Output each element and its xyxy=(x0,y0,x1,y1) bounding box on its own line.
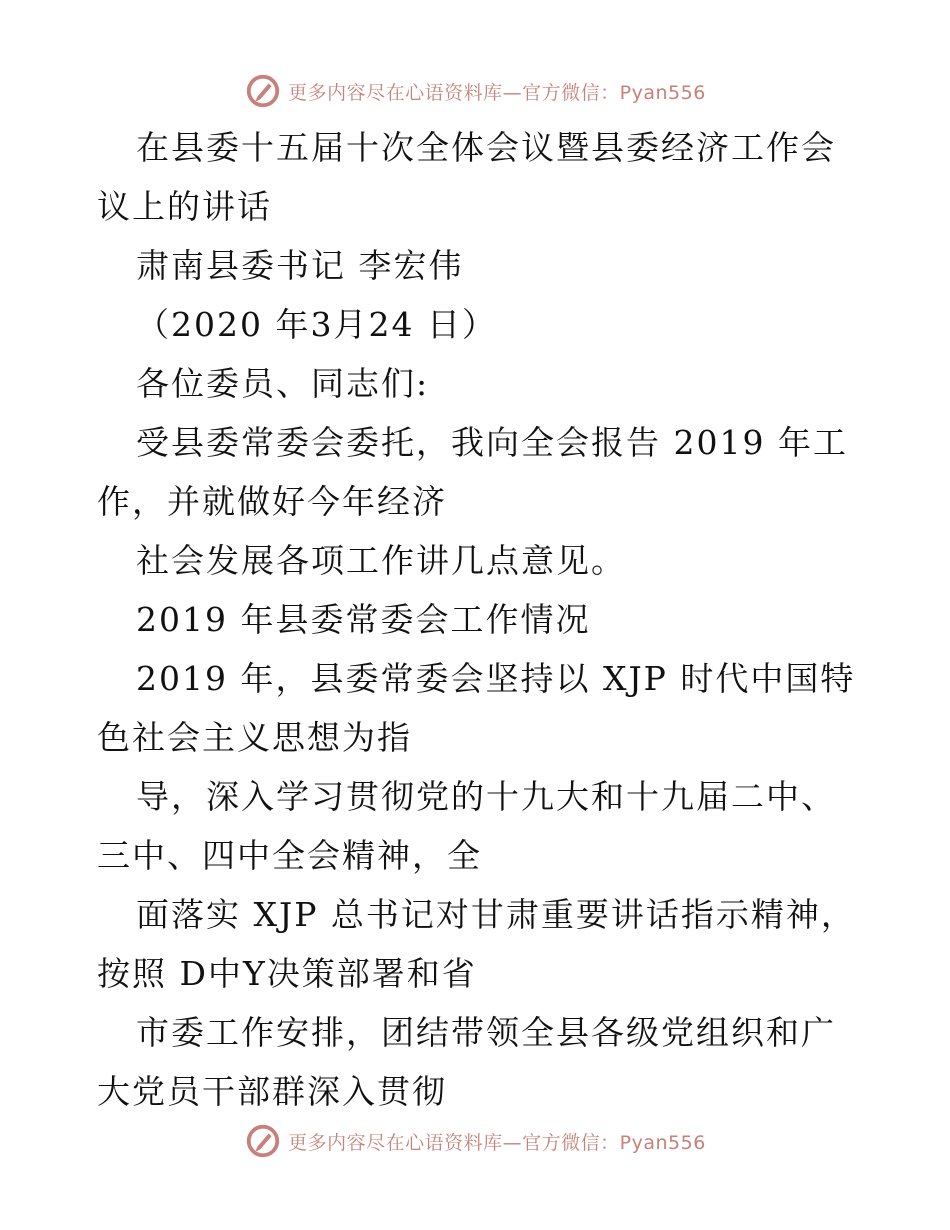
pen-logo-icon xyxy=(244,1122,282,1160)
document-body xyxy=(97,118,857,1121)
paragraph: 市委工作安排，团结带领全县各级党组织和广大党员干部群深入贯彻 xyxy=(97,1013,836,1111)
section-heading: 2019 年县委常委会工作情况 xyxy=(136,600,591,639)
paragraph: 面落实 XJP 总书记对甘肃重要讲话指示精神，按照 D中Y决策部署和省 xyxy=(97,895,856,993)
document-title: 在县委十五届十次全体会议暨县委经济工作会议上的讲话 xyxy=(97,128,836,226)
paragraph: 受县委常委会委托，我向全会报告 2019 年工作，并就做好今年经济 xyxy=(97,423,848,521)
footer-watermark xyxy=(0,1120,950,1162)
pen-logo-icon xyxy=(244,72,282,110)
paragraph: 导，深入学习贯彻党的十九大和十九届二中、三中、四中全会精神，全 xyxy=(97,777,836,875)
author-line: 肃南县委书记 李宏伟 xyxy=(136,246,464,285)
paragraph: 社会发展各项工作讲几点意见。 xyxy=(136,541,626,580)
header-watermark xyxy=(0,70,950,112)
salutation: 各位委员、同志们: xyxy=(136,364,430,403)
watermark-text: 更多内容尽在心语资料库—官方微信：Pyan556 xyxy=(288,1131,706,1154)
date-line: （2020 年3月24 日） xyxy=(136,305,497,344)
paragraph: 2019 年，县委常委会坚持以 XJP 时代中国特色社会主义思想为指 xyxy=(97,659,856,757)
watermark-text: 更多内容尽在心语资料库—官方微信：Pyan556 xyxy=(288,81,706,104)
